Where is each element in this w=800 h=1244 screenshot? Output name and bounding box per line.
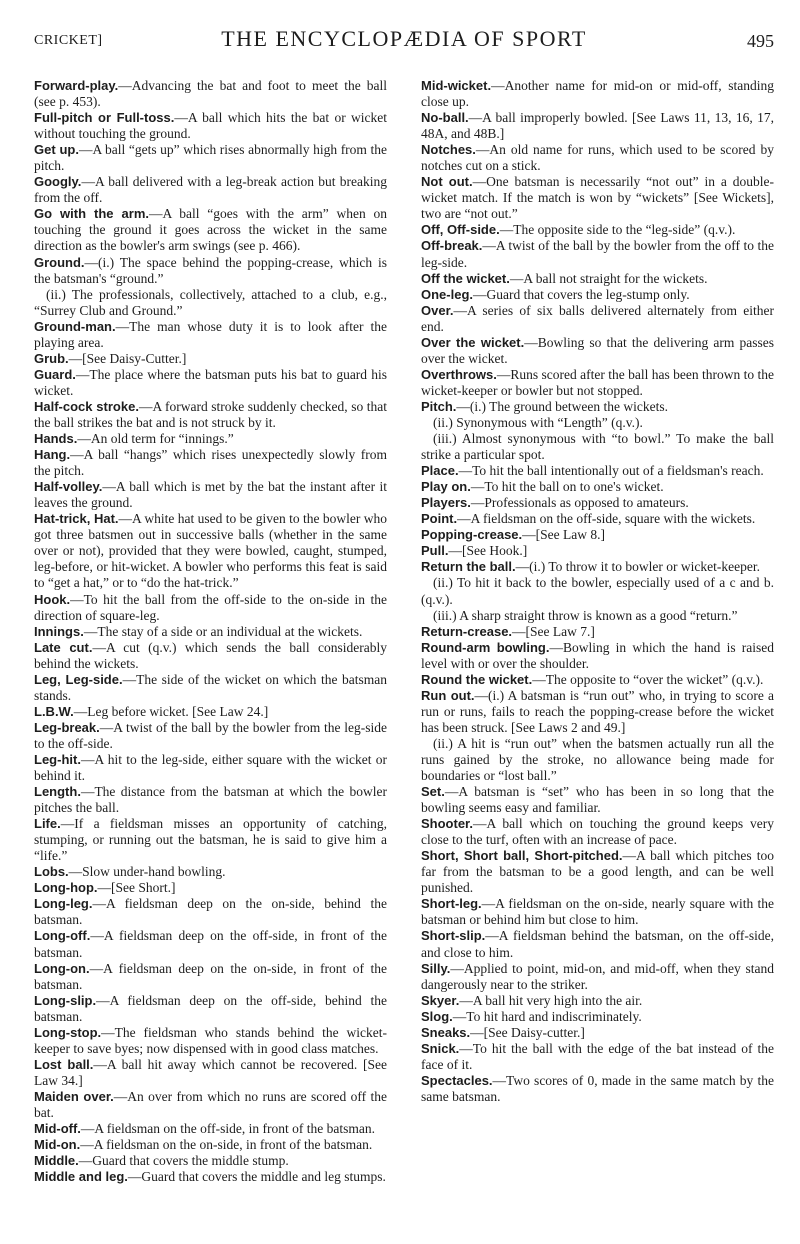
entry-term: Get up. [34, 142, 79, 158]
entry-term: Mid-on. [34, 1137, 81, 1153]
glossary-entry [34, 961, 387, 993]
glossary-entry [34, 592, 387, 624]
entry-term: Over the wicket. [421, 334, 525, 350]
glossary-entry [34, 1153, 387, 1169]
glossary-entry [421, 527, 774, 543]
glossary-entry [421, 287, 774, 303]
glossary-columns [34, 78, 774, 1224]
entry-term: Googly. [34, 174, 82, 190]
entry-term: Half-volley. [34, 479, 103, 495]
glossary-entry [34, 255, 387, 287]
glossary-entry [34, 864, 387, 880]
entry-definition: —A ball delivered with a leg-break action but breaking from the off. [34, 174, 387, 206]
entry-term: Length. [34, 784, 81, 800]
entry-definition: —Professionals as opposed to amateurs. [470, 495, 689, 511]
entry-definition: —(i.) The ground between the wickets. [456, 398, 668, 414]
entry-definition: —A twist of the ball by the bowler from the off to the leg-side. [421, 238, 774, 270]
entry-term: Silly. [421, 960, 451, 976]
glossary-entry [421, 1073, 774, 1105]
entry-definition: —Applied to point, mid-on, and mid-off, when they stand dangerously near to the striker. [421, 960, 774, 992]
glossary-entry [421, 1009, 774, 1025]
entry-term: Maiden over. [34, 1088, 114, 1104]
entry-term: Ground-man. [34, 318, 116, 334]
entry-definition: —A twist of the ball by the bowler from the leg-side to the off-side. [34, 719, 387, 751]
entry-term: Middle and leg. [34, 1169, 128, 1185]
glossary-entry [421, 142, 774, 174]
entry-definition: —A fieldsman deep on the off-side, behind the batsman. [34, 992, 387, 1024]
entry-definition: (iii.) Almost synonymous with “to bowl.” To make the ball strike a particular spot. [421, 431, 774, 463]
entry-term: Lobs. [34, 864, 69, 880]
entry-definition: —Bowling so that the delivering arm passes over the wicket. [421, 334, 774, 366]
glossary-entry [34, 752, 387, 784]
entry-definition: —An old term for “innings.” [77, 431, 234, 447]
entry-term: No-ball. [421, 110, 469, 126]
entry-definition: —Two scores of 0, made in the same match by the same batsman. [421, 1072, 774, 1104]
glossary-entry [421, 559, 774, 575]
entry-term: Off the wicket. [421, 270, 510, 286]
entry-definition: —A series of six balls delivered alternately from either end. [421, 302, 774, 334]
entry-definition: —A ball which pitches too far from the batsman to be a good length, and can be well punished. [421, 848, 774, 896]
glossary-entry [34, 511, 387, 591]
glossary-entry [34, 1169, 387, 1185]
glossary-entry [421, 640, 774, 672]
glossary-entry [421, 928, 774, 960]
glossary-entry [421, 816, 774, 848]
glossary-entry [421, 1025, 774, 1041]
entry-definition: —A fieldsman behind the batsman, on the off-side, and close to him. [421, 928, 774, 960]
entry-term: Mid-wicket. [421, 78, 492, 93]
entry-definition: (ii.) The professionals, collectively, attached to a club, e.g., “Surrey Club and Ground.” [34, 286, 387, 318]
glossary-entry [34, 624, 387, 640]
entry-definition: —(i.) The space behind the popping-crease, which is the batsman's “ground.” [34, 254, 387, 286]
entry-term: Leg, Leg-side. [34, 671, 123, 687]
entry-definition: (ii.) A hit is “run out” when the batsmen actually run all the runs gained by the stroke, no allowance being made for boundaries or “lost ball.” [421, 735, 774, 784]
glossary-entry [421, 848, 774, 896]
entry-definition: —A fieldsman on the on-side, nearly square with the batsman or behind him but close to him. [421, 896, 774, 928]
entry-term: Long-on. [34, 960, 90, 976]
glossary-entry [421, 543, 774, 559]
entry-definition: —The fieldsman who stands behind the wicket-keeper to save byes; now dispensed with in good class matches. [34, 1024, 387, 1056]
entry-term: Pitch. [421, 398, 457, 414]
entry-definition: —The stay of a side or an individual at the wickets. [83, 623, 363, 639]
glossary-entry [34, 142, 387, 174]
left-column [34, 78, 387, 1224]
glossary-entry [421, 271, 774, 287]
entry-definition: —Runs scored after the ball has been thrown to the wicket-keeper or bowler but not stopped. [421, 366, 774, 398]
glossary-entry [421, 238, 774, 270]
entry-definition: (ii.) To hit it back to the bowler, especially used of a c and b. (q.v.). [421, 575, 774, 607]
entry-term: Return-crease. [421, 623, 513, 639]
entry-term: Innings. [34, 623, 84, 639]
entry-term: Slog. [421, 1008, 453, 1024]
glossary-entry [421, 463, 774, 479]
entry-term: Life. [34, 816, 61, 832]
glossary-entry [34, 78, 387, 110]
glossary-entry [421, 608, 774, 624]
entry-term: Return the ball. [421, 559, 516, 575]
entry-term: One-leg. [421, 286, 474, 302]
entry-definition: —A forward stroke suddenly checked, so that the ball strikes the bat and is not struck by it. [34, 398, 388, 430]
entry-term: Pull. [421, 543, 449, 559]
entry-definition: —A ball not straight for the wickets. [509, 270, 708, 286]
glossary-entry [34, 110, 387, 142]
glossary-entry [421, 303, 774, 335]
entry-definition: —A fieldsman on the on-side, in front of the batsman. [80, 1137, 373, 1153]
entry-definition: —A ball which hits the bat or wicket without touching the ground. [34, 110, 387, 142]
glossary-entry [421, 479, 774, 495]
glossary-entry [34, 720, 387, 752]
entry-term: Long-leg. [34, 896, 93, 912]
glossary-entry [34, 1137, 387, 1153]
glossary-entry [34, 174, 387, 206]
entry-definition: —[See Short.] [97, 880, 176, 896]
glossary-entry [421, 993, 774, 1009]
entry-term: Hat-trick, Hat. [34, 511, 119, 527]
entry-term: L.B.W. [34, 703, 74, 719]
entry-term: Full-pitch or Full-toss. [34, 110, 175, 126]
entry-term: Middle. [34, 1153, 79, 1169]
entry-term: Forward-play. [34, 78, 119, 93]
entry-term: Short-slip. [421, 928, 486, 944]
glossary-entry [34, 399, 387, 431]
glossary-entry [421, 335, 774, 367]
entry-definition: —The man whose duty it is to look after the playing area. [34, 318, 387, 350]
entry-definition: —(i.) To throw it to bowler or wicket-keeper. [515, 559, 760, 575]
entry-term: Off, Off-side. [421, 222, 500, 238]
entry-term: Long-off. [34, 928, 91, 944]
entry-term: Point. [421, 511, 458, 527]
glossary-entry [421, 784, 774, 816]
entry-definition: —[See Daisy-cutter.] [470, 1024, 585, 1040]
glossary-entry [34, 351, 387, 367]
glossary-entry [34, 640, 387, 672]
entry-term: Popping-crease. [421, 527, 523, 543]
glossary-entry [421, 624, 774, 640]
entry-definition: —To hit the ball intentionally out of a fieldsman's reach. [458, 463, 764, 479]
entry-definition: —[See Law 7.] [512, 623, 595, 639]
entry-definition: —The opposite side to the “leg-side” (q.v.). [499, 222, 736, 238]
entry-term: Place. [421, 463, 459, 479]
entry-definition: —Advancing the bat and foot to meet the ball (see p. 453). [34, 78, 387, 110]
entry-term: Guard. [34, 366, 76, 382]
entry-term: Hook. [34, 591, 71, 607]
glossary-entry [34, 1089, 387, 1121]
entry-definition: —Slow under-hand bowling. [68, 864, 226, 880]
entry-definition: —To hit hard and indiscriminately. [452, 1008, 642, 1024]
entry-definition: (iii.) A sharp straight throw is known as a good “return.” [433, 607, 738, 623]
entry-definition: —A ball which on touching the ground keeps very close to the turf, often with an increase of pace. [421, 816, 774, 848]
glossary-entry [34, 1057, 387, 1089]
entry-definition: —The place where the batsman puts his bat to guard his wicket. [34, 366, 387, 398]
entry-definition: —A batsman is “set” who has been in so long that the bowling seems easy and familiar. [421, 784, 774, 816]
glossary-entry [421, 511, 774, 527]
entry-definition: —A ball which is met by the bat the instant after it leaves the ground. [34, 479, 387, 511]
entry-definition: —One batsman is necessarily “not out” in a double-wicket match. If the match is won by “wickets” [See Wickets], two are “not out.” [421, 174, 774, 222]
entry-term: Run out. [421, 687, 475, 703]
entry-term: Half-cock stroke. [34, 398, 139, 414]
entry-term: Notches. [421, 142, 476, 158]
entry-definition: —A white hat used to be given to the bowler who got three batsmen out in successive balls (whether in the same over or not), provided that they were bowled, caught, stumped, leg-before, or hit-wicket. A bowler who performs this feat is said to “get a hat,” or to “do the hat-trick.” [34, 511, 387, 591]
entry-term: Long-stop. [34, 1024, 102, 1040]
entry-term: Leg-hit. [34, 751, 81, 767]
glossary-entry [34, 479, 387, 511]
entry-term: Not out. [421, 174, 473, 190]
entry-term: Sneaks. [421, 1024, 471, 1040]
entry-definition: —A ball improperly bowled. [See Laws 11, 13, 16, 17, 48A, and 48B.] [421, 110, 774, 142]
entry-definition: —A ball hit very high into the air. [459, 992, 643, 1008]
entry-term: Over. [421, 302, 454, 318]
glossary-entry [34, 816, 387, 864]
page-number: 495 [747, 31, 774, 51]
glossary-entry [421, 896, 774, 928]
glossary-entry [34, 367, 387, 399]
glossary-entry [34, 206, 387, 254]
entry-term: Round-arm bowling. [421, 639, 550, 655]
entry-definition: (ii.) Synonymous with “Length” (q.v.). [433, 414, 643, 430]
entry-definition: —A fieldsman deep on the on-side, behind the batsman. [34, 896, 387, 928]
glossary-entry [421, 399, 774, 415]
glossary-entry [34, 447, 387, 479]
glossary-entry [34, 993, 387, 1025]
entry-definition: —An over from which no runs are scored off the bat. [34, 1088, 387, 1120]
entry-term: Grub. [34, 350, 69, 366]
entry-term: Players. [421, 495, 471, 511]
entry-term: Leg-break. [34, 719, 100, 735]
glossary-entry [421, 222, 774, 238]
entry-definition: —A fieldsman deep on the off-side, in front of the batsman. [34, 928, 387, 960]
glossary-entry [421, 688, 774, 736]
entry-definition: —Bowling in which the hand is raised level with or over the shoulder. [421, 639, 774, 671]
entry-term: Shooter. [421, 816, 474, 832]
entry-definition: —Another name for mid-on or mid-off, standing close up. [421, 78, 774, 110]
entry-term: Off-break. [421, 238, 483, 254]
entry-term: Mid-off. [34, 1121, 81, 1137]
glossary-entry [34, 431, 387, 447]
entry-term: Long-slip. [34, 992, 97, 1008]
running-header [34, 22, 774, 56]
glossary-entry [421, 174, 774, 222]
entry-definition: —A fieldsman on the off-side, in front of the batsman. [80, 1121, 375, 1137]
entry-definition: —[See Daisy-Cutter.] [68, 350, 187, 366]
glossary-entry [34, 319, 387, 351]
glossary-entry [34, 880, 387, 896]
entry-definition: —A cut (q.v.) which sends the ball considerably behind the wickets. [34, 639, 387, 671]
glossary-entry [421, 672, 774, 688]
entry-definition: —An old name for runs, which used to be scored by notches cut on a stick. [421, 142, 774, 174]
glossary-entry [34, 1121, 387, 1137]
entry-definition: —A ball “goes with the arm” when on touching the ground it goes across the wicket in the same direction as the bowler's arm swings (see p. 466). [34, 206, 388, 254]
glossary-entry [34, 704, 387, 720]
glossary-entry [34, 672, 387, 704]
glossary-entry [421, 367, 774, 399]
glossary-entry [421, 495, 774, 511]
entry-definition: —A ball “gets up” which rises abnormally high from the pitch. [34, 142, 387, 174]
glossary-entry [421, 415, 774, 431]
glossary-entry [421, 78, 774, 110]
entry-definition: —To hit the ball on to one's wicket. [470, 479, 664, 495]
entry-definition: —Leg before wicket. [See Law 24.] [73, 703, 269, 719]
entry-definition: —Guard that covers the leg-stump only. [473, 286, 690, 302]
glossary-entry [34, 1025, 387, 1057]
entry-term: Snick. [421, 1040, 460, 1056]
entry-term: Hands. [34, 431, 78, 447]
entry-definition: —To hit the ball from the off-side to the on-side in the direction of square-leg. [34, 591, 387, 623]
entry-definition: —(i.) A batsman is “run out” who, in trying to score a run or runs, fails to reach the popping-crease before the wicket has been struck. [See Laws 2 and 49.] [421, 687, 774, 735]
entry-term: Go with the arm. [34, 206, 149, 222]
glossary-entry [34, 784, 387, 816]
entry-definition: —A fieldsman on the off-side, square with the wickets. [457, 511, 756, 527]
entry-term: Short, Short ball, Short-pitched. [421, 848, 623, 864]
entry-definition: —The distance from the batsman at which the bowler pitches the ball. [34, 784, 387, 816]
entry-term: Round the wicket. [421, 671, 533, 687]
glossary-entry [34, 928, 387, 960]
glossary-entry [421, 575, 774, 607]
right-column [421, 78, 774, 1224]
glossary-entry [34, 896, 387, 928]
entry-term: Short-leg. [421, 896, 482, 912]
entry-definition: —The opposite to “over the wicket” (q.v.). [532, 671, 764, 687]
section-label: CRICKET] [34, 33, 103, 48]
page-title: THE ENCYCLOPÆDIA OF SPORT [221, 26, 587, 51]
entry-term: Late cut. [34, 639, 93, 655]
entry-term: Lost ball. [34, 1056, 94, 1072]
entry-definition: —The side of the wicket on which the batsman stands. [34, 671, 387, 703]
entry-term: Overthrows. [421, 366, 497, 382]
entry-definition: —A ball hit away which cannot be recovered. [See Law 34.] [34, 1056, 387, 1088]
entry-definition: —[See Law 8.] [522, 527, 605, 543]
entry-definition: —If a fieldsman misses an opportunity of catching, stumping, or running out the batsman, he is said to give him a “life.” [34, 816, 387, 864]
glossary-entry [421, 961, 774, 993]
entry-term: Ground. [34, 254, 85, 270]
entry-term: Spectacles. [421, 1072, 493, 1088]
entry-definition: —[See Hook.] [448, 543, 528, 559]
glossary-entry [34, 287, 387, 319]
glossary-entry [421, 736, 774, 784]
entry-definition: —To hit the ball with the edge of the bat instead of the face of it. [421, 1040, 774, 1072]
entry-term: Hang. [34, 447, 71, 463]
entry-definition: —A fieldsman deep on the on-side, in front of the batsman. [34, 960, 387, 992]
entry-term: Play on. [421, 479, 471, 495]
entry-term: Long-hop. [34, 880, 98, 896]
entry-definition: —A ball “hangs” which rises unexpectedly slowly from the pitch. [34, 447, 387, 479]
glossary-entry [421, 431, 774, 463]
entry-definition: —A hit to the leg-side, either square with the wicket or behind it. [34, 751, 387, 784]
entry-term: Skyer. [421, 992, 460, 1008]
entry-definition: —Guard that covers the middle and leg stumps. [127, 1169, 386, 1185]
entry-definition: —Guard that covers the middle stump. [78, 1153, 289, 1169]
entry-term: Set. [421, 784, 445, 800]
glossary-entry [421, 110, 774, 142]
glossary-entry [421, 1041, 774, 1073]
